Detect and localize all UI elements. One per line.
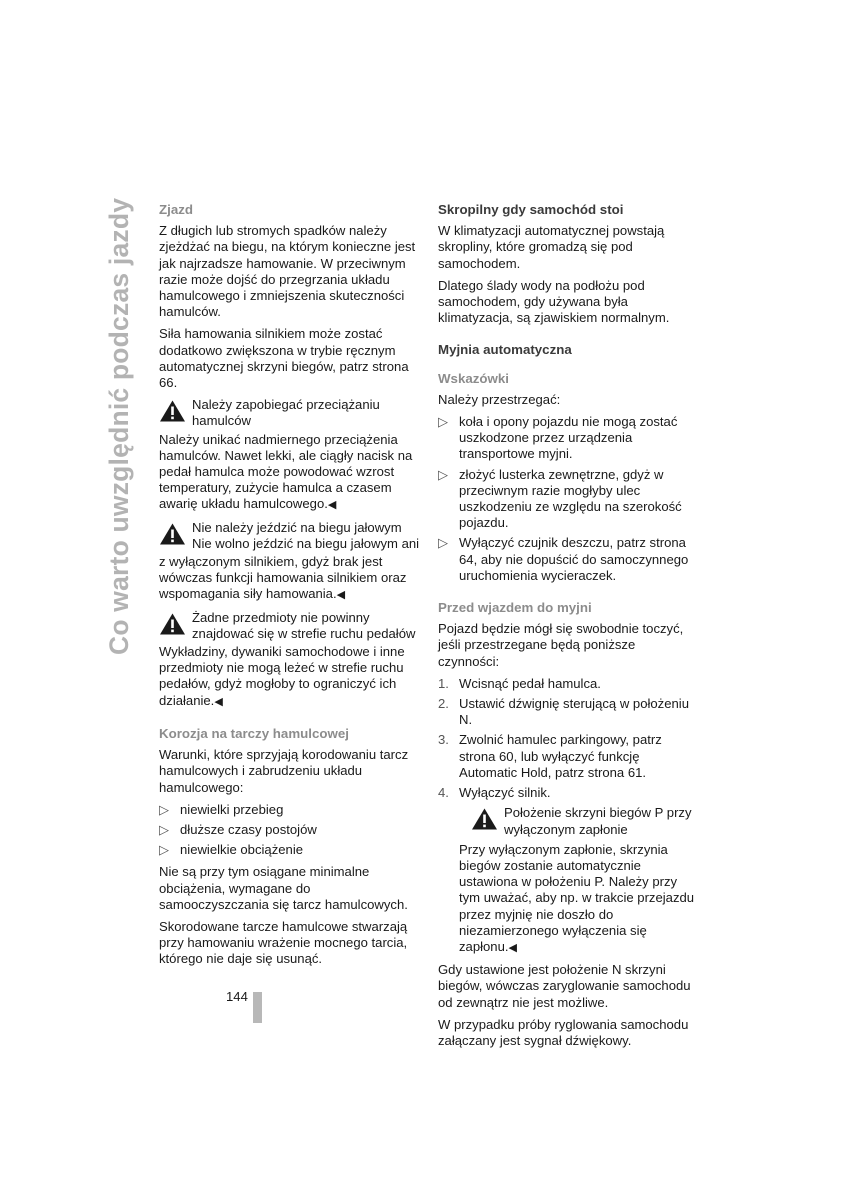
list-item: ▷ dłuższe czasy postojów [159,821,317,837]
bullet-triangle-icon: ▷ [159,801,170,817]
warning-block [159,520,421,552]
list-item: ▷ niewielki przebieg [159,801,284,817]
paragraph: W przypadku próby ryglowania samochodu załączany jest sygnał dźwiękowy. [438,1016,689,1048]
warning-text: Wykładziny, dywaniki samochodowe i inne przedmioty nie mogą leżeć w strefie ruchu pedałów, gdyż mogłoby to ograniczyć ich działanie. [159,644,405,708]
page-number: 144 [226,989,248,1004]
end-mark-icon: ◀ [508,941,517,954]
step-item: 3. Zwolnić hamulec parkingowy, patrz strona 60, lub wyłączyć funkcję Automatic Hold, patrz strona 61. [438,732,662,780]
warning-block [159,610,421,642]
warning-block [471,805,700,837]
paragraph: Z długich lub stromych spadków należy zjeżdżać na biegu, na którym konieczne jest jak najrzadsze hamowanie. W przeciwnym razie może dojść do przegrzania układu hamulcowego i zmniejszenia skuteczności hamulców. [159,223,416,320]
step-number: 3. [438,732,449,748]
paragraph: Gdy ustawione jest położenie N skrzyni biegów, wówczas zaryglowanie samochodu od zewnątrz nie jest możliwe. [438,962,691,1010]
paragraph: Dlatego ślady wody na podłożu pod samochodem, gdy używana była klimatyzacja, są zjawiskiem normalnym. [438,277,670,326]
warning-title: Nie należy jeździć na biegu jałowym [192,519,402,535]
side-chapter-title: Co warto uwzględnić podczas jazdy [104,197,134,655]
end-mark-icon: ◀ [214,695,223,708]
warning-triangle-icon [159,522,186,546]
paragraph: Nie są przy tym osiągane minimalne obciążenia, wymagane do samooczyszczania się tarcz hamulcowych. [159,864,408,912]
left-column [159,202,421,974]
right-column [438,202,700,1055]
step-number: 1. [438,675,449,691]
warning-triangle-icon [471,807,498,831]
page-marker-bar [253,992,262,1023]
paragraph: Siła hamowania silnikiem może zostać dodatkowo zwiększona w trybie ręcznym automatycznej skrzyni biegów, patrz strona 66. [159,326,409,391]
paragraph: Warunki, które sprzyjają korodowaniu tarcz hamulcowych i zabrudzeniu układu hamulcowego: [159,747,409,795]
warning-title: Należy zapobiegać przeciążaniu hamulców [192,397,380,429]
warning-triangle-icon [159,399,186,423]
warning-text: Nie wolno jeździć na biegu jałowym ani [192,535,420,551]
bullet-triangle-icon: ▷ [438,535,449,551]
warning-triangle-icon [159,612,186,636]
step-item: 4. Wyłączyć silnik. [438,785,551,801]
paragraph: Pojazd będzie mógł się swobodnie toczyć, jeśli przestrzegane będą poniższe czynności: [438,621,684,669]
warning-title: Żadne przedmioty nie powinny znajdować się w strefie ruchu pedałów [192,609,416,641]
section-heading-zjazd: Zjazd [159,202,193,217]
section-heading-korozja: Korozja na tarczy hamulcowej [159,725,349,741]
list-item: ▷ koła i opony pojazdu nie mogą zostać uszkodzone przez urządzenia transportowe myjni. [438,414,678,462]
section-heading-skropliny: Skropilny gdy samochód stoi [438,202,624,217]
warning-text: Należy unikać nadmiernego przeciążenia hamulców. Nawet lekki, ale ciągły nacisk na pedał hamulca może powodować wzrost temperatury, zużycie hamulca a czasem awarię układu hamulcowego. [159,431,413,512]
paragraph: Należy przestrzegać: [438,391,561,407]
list-item: ▷ złożyć lusterka zewnętrzne, gdyż w przeciwnym razie mogłyby ulec uszkodzeniu ze względu na szerokość pojazdu. [438,466,682,531]
step-item: 2. Ustawić dźwignię sterującą w położeniu N. [438,696,689,728]
list-item: ▷ niewielkie obciążenie [159,842,304,858]
warning-title: Położenie skrzyni biegów P przy wyłączonym zapłonie [504,805,692,837]
warning-block [159,397,421,429]
warning-text: z wyłączonym silnikiem, gdyż brak jest wówczas funkcji hamowania silnikiem oraz wspomagania siły hamowania. [159,554,407,602]
subsection-heading-przed-wjazdem: Przed wjazdem do myjni [438,600,592,616]
step-number: 2. [438,696,449,712]
paragraph: Skorodowane tarcze hamulcowe stwarzają przy hamowaniu wrażenie mocnego tarcia, którego nie daje się usunąć. [159,918,408,967]
step-item: 1. Wcisnąć pedał hamulca. [438,675,601,691]
end-mark-icon: ◀ [336,589,346,602]
bullet-triangle-icon: ▷ [159,842,170,858]
bullet-triangle-icon: ▷ [159,821,170,837]
step-note [438,805,700,956]
bullet-triangle-icon: ▷ [438,414,449,430]
section-heading-myjnia: Myjnia automatyczna [438,342,572,358]
step-number: 4. [438,785,449,801]
list-item: ▷ Wyłączyć czujnik deszczu, patrz strona 64, aby nie dopuścić do samoczynnego uruchomienia wycieraczek. [438,535,689,583]
paragraph: W klimatyzacji automatycznej powstają skropliny, które gromadzą się pod samochodem. [438,223,665,271]
end-mark-icon: ◀ [327,499,337,512]
warning-text: Przy wyłączonym zapłonie, skrzynia biegów zostanie automatycznie ustawiona w położeniu P. Należy przy tym uważać, aby np. w trakcie przejazdu przez myjnię nie doszło do niezamierzonego wyłączenia się zapłonu. [459,841,695,954]
bullet-triangle-icon: ▷ [438,466,449,482]
subsection-heading-wskazowki: Wskazówki [438,370,509,386]
